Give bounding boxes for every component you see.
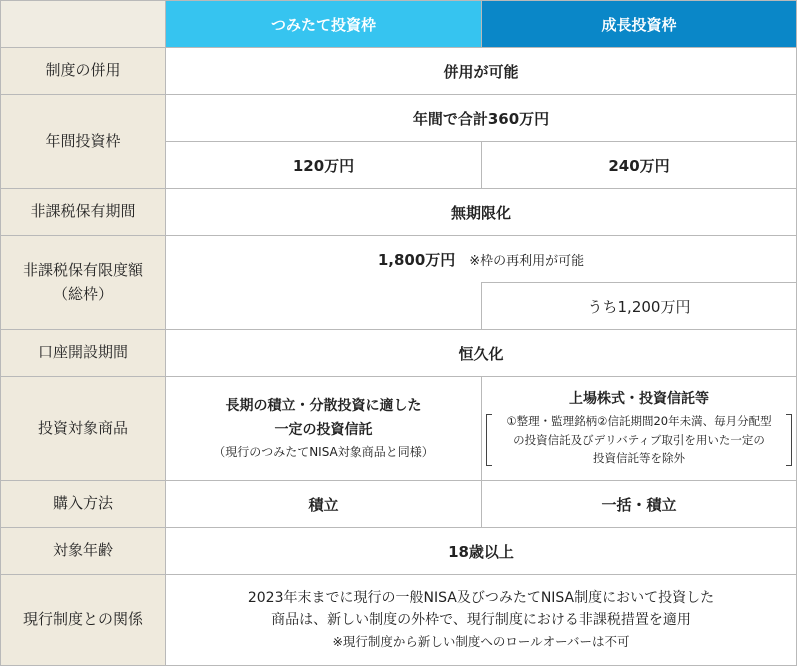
gendogaku-label-line2: （総枠） bbox=[52, 284, 113, 303]
row-label-shohin: 投資対象商品 bbox=[1, 377, 166, 481]
hoyu-kikan-value: 無期限化 bbox=[166, 189, 797, 236]
row-label-hoyu-kikan: 非課税保有期間 bbox=[1, 189, 166, 236]
shohin-seicho-exclusion bbox=[486, 412, 792, 467]
gendogaku-tsumitate-empty bbox=[166, 283, 482, 330]
gendogaku-total-cell bbox=[166, 236, 797, 283]
nenrei-value: 18歳以上 bbox=[166, 528, 797, 575]
gendogaku-note: ※枠の再利用が可能 bbox=[469, 253, 585, 269]
shohin-tsumitate-note: （現行のつみたてNISA対象商品と同様） bbox=[213, 444, 434, 459]
kankei-note: ※現行制度から新しい制度へのロールオーバーは不可 bbox=[332, 633, 630, 649]
shohin-tsumitate bbox=[166, 377, 482, 481]
shohin-seicho bbox=[482, 377, 797, 481]
row-label-nenrei: 対象年齢 bbox=[1, 528, 166, 575]
shohin-seicho-line2: の投資信託及びデリバティブ取引を用いた一定の bbox=[513, 432, 765, 447]
kankei-cell bbox=[166, 575, 797, 666]
nenkan-seicho: 240万円 bbox=[482, 142, 797, 189]
konyu-tsumitate: 積立 bbox=[166, 481, 482, 528]
gendogaku-value: 1,800万円 bbox=[377, 250, 456, 269]
row-label-kankei: 現行制度との関係 bbox=[1, 575, 166, 666]
row-label-kaisetsu: 口座開設期間 bbox=[1, 330, 166, 377]
gendogaku-label-line1: 非課税保有限度額 bbox=[22, 261, 143, 280]
konyu-seicho: 一括・積立 bbox=[482, 481, 797, 528]
kankei-line2: 商品は、新しい制度の外枠で、現行制度における非課税措置を適用 bbox=[271, 612, 691, 628]
row-label-gendogaku bbox=[1, 236, 166, 330]
row-label-heiyo: 制度の併用 bbox=[1, 48, 166, 95]
shohin-tsumitate-line1: 長期の積立・分散投資に適した bbox=[225, 398, 422, 415]
kaisetsu-value: 恒久化 bbox=[166, 330, 797, 377]
heiyo-value: 併用が可能 bbox=[166, 48, 797, 95]
header-seicho: 成長投資枠 bbox=[482, 1, 797, 48]
shohin-tsumitate-line2: 一定の投資信託 bbox=[274, 421, 373, 438]
header-corner bbox=[1, 1, 166, 48]
header-tsumitate: つみたて投資枠 bbox=[166, 1, 482, 48]
gendogaku-seicho: うち1,200万円 bbox=[482, 283, 797, 330]
row-label-konyu: 購入方法 bbox=[1, 481, 166, 528]
nenkan-tsumitate: 120万円 bbox=[166, 142, 482, 189]
shohin-seicho-title: 上場株式・投資信託等 bbox=[569, 391, 709, 408]
shohin-seicho-line1: ①整理・監理銘柄②信託期間20年未満、毎月分配型 bbox=[506, 414, 772, 429]
nenkan-total: 年間で合計360万円 bbox=[166, 95, 797, 142]
shohin-seicho-line3: 投資信託等を除外 bbox=[593, 451, 685, 466]
kankei-line1: 2023年末までに現行の一般NISA及びつみたてNISA制度において投資した bbox=[247, 590, 715, 607]
row-label-nenkan: 年間投資枠 bbox=[1, 95, 166, 189]
